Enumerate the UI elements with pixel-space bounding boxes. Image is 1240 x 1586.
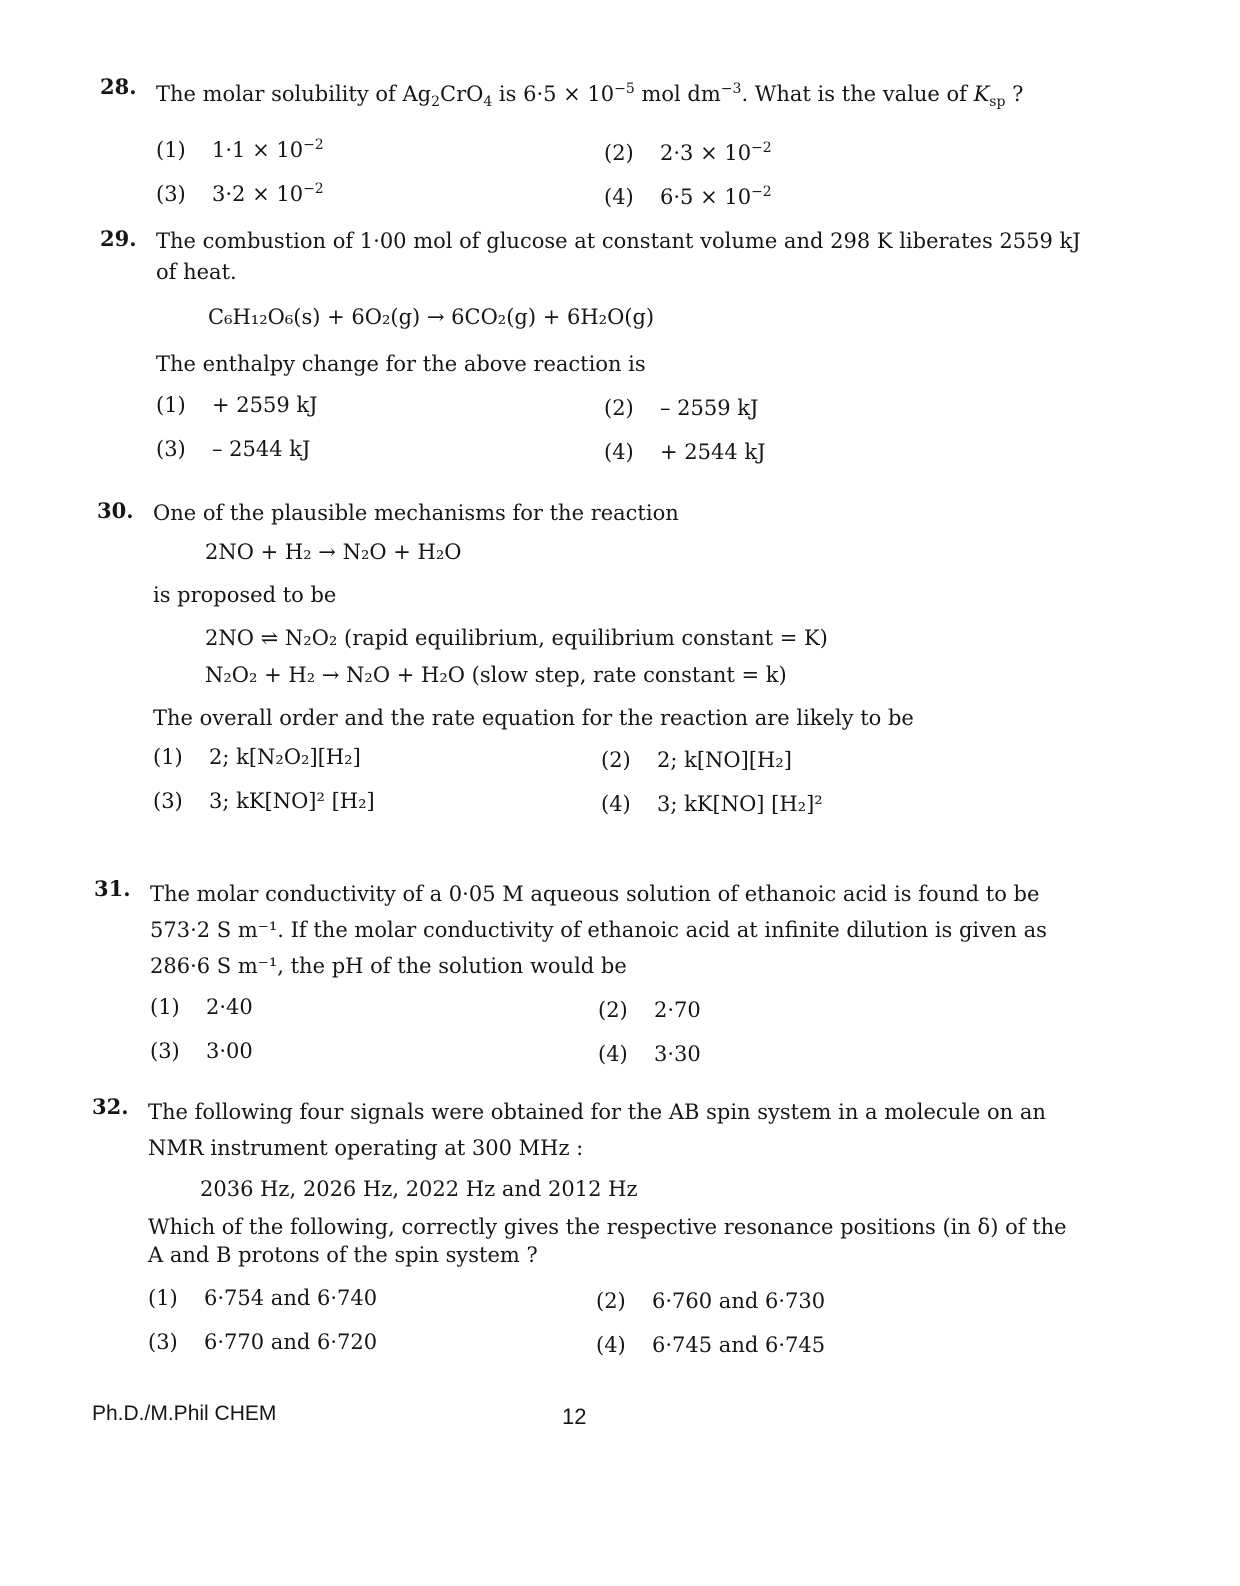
- question-stem: The molar solubility of $Ag_2CrO_4$ is $6\cdot 5 \times 10^{-5}$ mol $dm^{-3}$. What is the value of $K_{sp}$ ?: [156, 81, 1024, 111]
- question-stem: The molar conductivity of a 0·05 M aqueous solution of ethanoic acid is found to be: [150, 882, 1040, 906]
- option-1: (1) $1\cdot 1 \times 10^{-2}$: [156, 137, 324, 163]
- option-3: (3) 6·770 and 6·720: [148, 1330, 378, 1354]
- question-number: 30.: [97, 498, 134, 523]
- option-3: (3) 3; kK[NO]² [H₂]: [153, 789, 375, 813]
- option-3: (3) $3\cdot 2 \times 10^{-2}$: [156, 181, 324, 207]
- option-4: (4) $6\cdot 5 \times 10^{-2}$: [604, 184, 772, 210]
- option-2: (2) – 2559 kJ: [604, 396, 759, 420]
- question-number: 29.: [100, 226, 137, 251]
- option-3: (3) 3·00: [150, 1039, 253, 1063]
- option-4: (4) + 2544 kJ: [604, 440, 766, 464]
- mechanism-step-2: N₂O₂ + H₂ → N₂O + H₂O (slow step, rate constant = k): [205, 663, 787, 687]
- question-text: is proposed to be: [153, 583, 337, 607]
- question-number: 28.: [100, 74, 137, 99]
- mechanism-step-1: 2NO ⇌ N₂O₂ (rapid equilibrium, equilibrium constant = K): [205, 626, 828, 650]
- question-stem: The combustion of 1·00 mol of glucose at constant volume and 298 K liberates 2559 kJ: [156, 229, 1081, 253]
- option-2: (2) 6·760 and 6·730: [596, 1289, 826, 1313]
- reaction-equation: C₆H₁₂O₆(s) + 6O₂(g) → 6CO₂(g) + 6H₂O(g): [208, 305, 655, 329]
- option-3: (3) – 2544 kJ: [156, 437, 311, 461]
- question-stem-cont: 286·6 S m⁻¹, the pH of the solution would be: [150, 954, 627, 978]
- question-prompt: Which of the following, correctly gives the respective resonance positions (in δ) of the: [148, 1215, 1067, 1239]
- option-2: (2) $2\cdot 3 \times 10^{-2}$: [604, 140, 772, 166]
- nmr-signals: 2036 Hz, 2026 Hz, 2022 Hz and 2012 Hz: [200, 1177, 638, 1201]
- question-stem: One of the plausible mechanisms for the reaction: [153, 501, 679, 525]
- question-prompt: The overall order and the rate equation for the reaction are likely to be: [153, 706, 914, 730]
- footer-course: Ph.D./M.Phil CHEM: [92, 1402, 277, 1425]
- question-stem: The following four signals were obtained for the AB spin system in a molecule on an: [148, 1100, 1046, 1124]
- options: [150, 992, 1084, 1080]
- option-1: (1) 2·40: [150, 995, 253, 1019]
- question-29: [100, 226, 1090, 478]
- option-4: (4) 3·30: [598, 1042, 701, 1066]
- page-number: 12: [562, 1404, 587, 1429]
- reaction-equation: 2NO + H₂ → N₂O + H₂O: [205, 540, 462, 564]
- option-1: (1) + 2559 kJ: [156, 393, 318, 417]
- question-number: 32.: [92, 1094, 129, 1119]
- option-2: (2) 2·70: [598, 998, 701, 1022]
- option-1: (1) 6·754 and 6·740: [148, 1286, 378, 1310]
- question-31: [94, 876, 1084, 1080]
- question-number: 31.: [94, 876, 131, 901]
- option-2: (2) 2; k[NO][H₂]: [601, 748, 792, 772]
- question-prompt-cont: A and B protons of the spin system ?: [148, 1243, 538, 1267]
- option-1: (1) 2; k[N₂O₂][H₂]: [153, 745, 361, 769]
- question-30: [97, 498, 1087, 830]
- options: [156, 390, 1090, 478]
- question-stem-cont: of heat.: [156, 260, 237, 284]
- question-28: [100, 74, 1090, 218]
- question-prompt: The enthalpy change for the above reaction is: [156, 352, 646, 376]
- option-4: (4) 6·745 and 6·745: [596, 1333, 826, 1357]
- options: [148, 1283, 1082, 1371]
- option-4: (4) 3; kK[NO] [H₂]²: [601, 792, 823, 816]
- question-32: [92, 1094, 1082, 1371]
- options: [156, 130, 1090, 218]
- question-stem-cont: 573·2 S m⁻¹. If the molar conductivity of ethanoic acid at infinite dilution is given as: [150, 918, 1047, 942]
- question-stem-cont: NMR instrument operating at 300 MHz :: [148, 1136, 584, 1160]
- options: [153, 742, 1087, 830]
